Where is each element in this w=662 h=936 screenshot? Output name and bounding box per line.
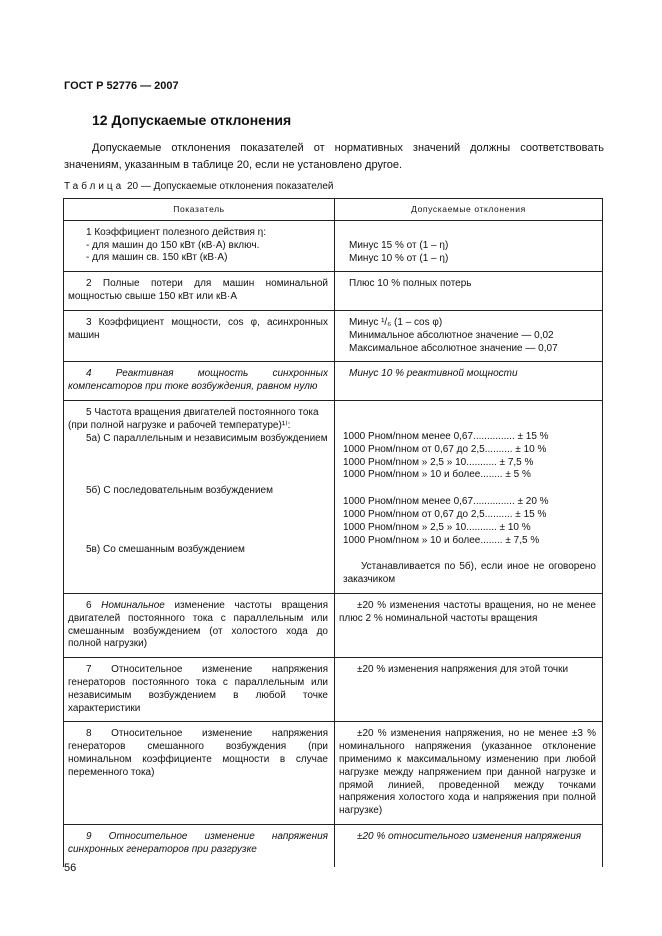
row6-num: 6 xyxy=(86,599,92,611)
row8-text: 8 Относительное изменение напряжения генераторов смешанного возбуждения (при номинальном коэффициенте мощности в случае переменного тока) xyxy=(68,728,328,778)
row8-left xyxy=(64,722,335,825)
row5b-formula: 1000 Pном/nном » 10 и более........ ± 7,5 % xyxy=(343,534,540,546)
row9-left xyxy=(64,824,335,867)
row4-left xyxy=(64,362,335,401)
row8-right xyxy=(335,722,603,825)
row4-value: Минус 10 % реактивной мощности xyxy=(349,368,518,380)
row7-right xyxy=(335,658,603,722)
page-number: 56 xyxy=(64,862,77,874)
row1-item-b: - для машин св. 150 кВт (кВ·А) xyxy=(86,252,228,264)
row3-right xyxy=(335,310,603,361)
row5b-formula: 1000 Pном/nном менее 0,67............... ± 20 % xyxy=(343,496,549,508)
table-row xyxy=(64,362,603,401)
row2-text: 2 Полные потери для машин номинальной мощностью свыше 150 кВт или кВ·А xyxy=(68,278,328,303)
row7-left xyxy=(64,658,335,722)
row4-text: 4 Реактивная мощность синхронных компенсаторов при токе возбуждения, равном нулю xyxy=(68,368,328,393)
row5a-formula: 1000 Pном/nном » 10 и более........ ± 5 % xyxy=(343,469,531,481)
table-row xyxy=(64,272,603,311)
header-indicator: Показатель xyxy=(64,199,335,221)
row3-val-b: Минимальное абсолютное значение — 0,02 xyxy=(349,329,554,341)
table-row xyxy=(64,658,603,722)
row9-value: ±20 % относительного изменения напряжения xyxy=(357,830,582,842)
row5a-formula: 1000 Pном/nном от 0,67 до 2,5.......... ± 10 % xyxy=(343,443,547,455)
table-caption-label: Таблица xyxy=(64,181,125,192)
row1-val-b: Минус 10 % от (1 – η) xyxy=(349,252,449,264)
row2-value: Плюс 10 % полных потерь xyxy=(349,278,472,290)
table-row xyxy=(64,220,603,272)
row1-val-a: Минус 15 % от (1 – η) xyxy=(349,239,449,251)
row2-right xyxy=(335,272,603,311)
table-header-row xyxy=(64,199,603,221)
row1-right xyxy=(335,220,603,272)
row6-left xyxy=(64,593,335,657)
row6-italic: Номинальное xyxy=(101,599,165,611)
row5a-formula: 1000 Pном/nном менее 0,67............... ± 15 % xyxy=(343,430,549,442)
row6-text xyxy=(68,600,328,651)
row3-text: 3 Коэффициент мощности, cos φ, асинхронных машин xyxy=(68,316,328,341)
intro-paragraph: Допускаемые отклонения показателей от нормативных значений должны соответствовать значениям, указанным в таблице 20, если не установлено другое. xyxy=(64,142,604,171)
table-row xyxy=(64,824,603,867)
row7-text: 7 Относительное изменение напряжения генераторов постоянного тока с параллельным или независимым возбуждением в любой точке характеристики xyxy=(68,664,328,714)
row1-title: 1 Коэффициент полезного действия η: xyxy=(86,226,266,238)
row8-value: ±20 % изменения напряжения, но не менее ±3 % номинального напряжения (указанное отклонение применимо к максимальному изменению при любой нагрузке между напряжением при данной нагрузке и прямой линией, проведенной между точками напряжения холостого хода и напряжения при полной нагрузке) xyxy=(339,728,596,817)
row3-val-a: Минус ¹/₆ (1 – cos φ) xyxy=(349,316,443,328)
row6-rest: изменение частоты вращения двигателей постоянного тока с параллельным или смешанным возбуждением (от холостого хода до полной нагрузки) xyxy=(68,599,329,650)
row4-right xyxy=(335,362,603,401)
table-caption-text: 20 — Допускаемые отклонения показателей xyxy=(127,181,334,192)
table-row xyxy=(64,310,603,361)
row1-item-a: - для машин до 150 кВт (кВ·А) включ. xyxy=(86,239,260,251)
row5c-value: Устанавливается по 5б), если иное не оговорено заказчиком xyxy=(343,561,596,586)
row3-val-c: Максимальное абсолютное значение — 0,07 xyxy=(349,342,558,354)
row5b-formula: 1000 Pном/nном » 2,5 » 10........... ± 10 % xyxy=(343,521,531,533)
row7-value: ±20 % изменения напряжения для этой точки xyxy=(357,664,569,676)
row5-intro: 5 Частота вращения двигателей постоянного тока (при полной нагрузке и рабочей температуре)¹⁾: xyxy=(68,406,319,431)
deviations-table xyxy=(63,198,603,867)
table-row xyxy=(64,593,603,657)
row5c-label: 5в) Со смешанным возбуждением xyxy=(86,544,245,556)
row9-text: 9 Относительное изменение напряжения синхронных генераторов при разгрузке xyxy=(68,830,328,855)
row2-left xyxy=(64,272,335,311)
header-deviation: Допускаемые отклонения xyxy=(335,199,603,221)
row5a-label: 5а) С параллельным и независимым возбуждением xyxy=(86,432,328,444)
row5b-label: 5б) С последовательным возбуждением xyxy=(86,485,273,497)
row9-right xyxy=(335,824,603,867)
row5-right xyxy=(335,400,603,593)
table-row xyxy=(64,400,603,593)
table-caption xyxy=(64,181,333,192)
section-title: 12 Допускаемые отклонения xyxy=(92,112,292,128)
row5-left xyxy=(64,400,335,593)
document-header: ГОСТ Р 52776 — 2007 xyxy=(64,80,179,92)
row5a-formula: 1000 Pном/nном » 2,5 » 10........... ± 7,5 % xyxy=(343,456,534,468)
row5b-formula: 1000 Pном/nном от 0,67 до 2,5.......... ± 15 % xyxy=(343,508,547,520)
row1-left xyxy=(64,220,335,272)
row6-value: ±20 % изменения частоты вращения, но не менее плюс 2 % номинальной частоты вращения xyxy=(339,599,596,624)
row3-left xyxy=(64,310,335,361)
row6-right xyxy=(335,593,603,657)
table-row xyxy=(64,722,603,825)
